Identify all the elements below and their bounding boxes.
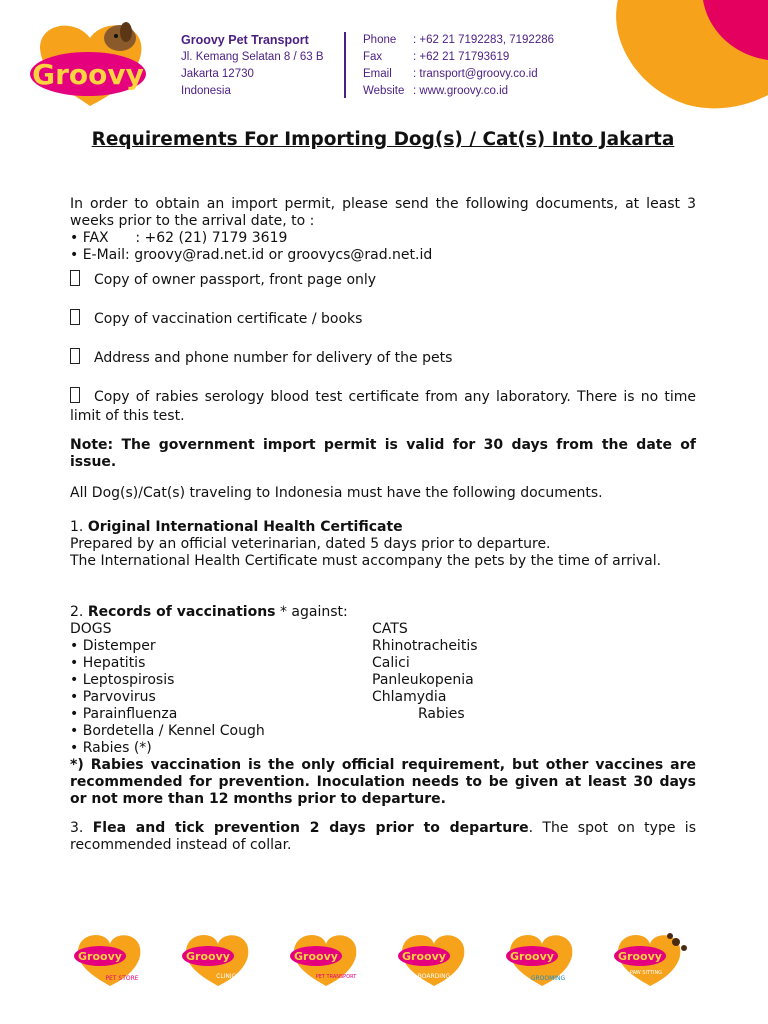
footer-logos: [70, 920, 690, 990]
section-heading: Original International Health Certificate: [87, 519, 403, 535]
rabies-footnote: *) Rabies vaccination is the only official requirement, but other vaccines are recommended for prevention. Inoculation needs to be given at least 30 days or not more than 12 months prior to departure.: [70, 757, 696, 807]
list-item: • Parainfluenza: [70, 706, 178, 722]
footer-logo-boarding: [394, 922, 474, 988]
svg-text:CLINIC: CLINIC: [216, 973, 236, 980]
page-title: Requirements For Importing Dog(s) / Cat(s) Into Jakarta: [91, 129, 675, 150]
document-item: Copy of vaccination certificate / books: [70, 309, 696, 329]
list-item: Calici: [372, 655, 410, 671]
document-item: Address and phone number for delivery of the pets: [70, 348, 696, 368]
section-vaccinations: 2. Records of vaccinations * against: DOGS • Distemper • Hepatitis • Leptospirosis • Parvovirus • Parainfluenza • Bordetella / Kennel Cough • Rabies (*) CATS Rhinotracheitis Calici Panleukopenia Chlamydia Rabies *) Rabies vaccination is the only official requirement, but other vaccines are recommended for prevention. Inoculation needs to be given at least 30 days or not more than 12 months prior to departure.: [70, 604, 696, 807]
list-item: Panleukopenia: [372, 672, 474, 688]
section-heading: Records of vaccinations: [87, 604, 276, 620]
cats-header: CATS: [372, 621, 408, 637]
checkbox-icon: [70, 348, 80, 364]
checkbox-icon: [70, 309, 80, 325]
svg-text:PET TRANSPORT: PET TRANSPORT: [315, 974, 357, 980]
list-item: • Rabies (*): [70, 740, 152, 756]
svg-text:PAW SITTING: PAW SITTING: [629, 970, 663, 976]
svg-text:Groovy: Groovy: [78, 950, 122, 963]
address-line: Indonesia: [181, 85, 231, 97]
list-item: • Parvovirus: [70, 689, 156, 705]
document-item: Copy of rabies serology blood test certificate from any laboratory. There is no time limit of this test.: [70, 389, 696, 424]
svg-text:Groovy: Groovy: [402, 950, 446, 963]
list-item: • Distemper: [70, 638, 156, 654]
section-heading: Flea and tick prevention 2 days prior to departure: [92, 820, 529, 836]
contact-website: Website : www.groovy.co.id: [363, 85, 509, 97]
footer-logo-pet-store: [70, 922, 150, 988]
document-item: Copy of owner passport, front page only: [70, 270, 696, 290]
permit-note: Note: The government import permit is valid for 30 days from the date of issue.: [70, 437, 696, 470]
dogs-header: DOGS: [70, 621, 112, 637]
company-info: [181, 32, 324, 100]
svg-text:BOARDING: BOARDING: [417, 973, 451, 980]
list-item: Rabies: [418, 706, 465, 722]
all-pets-line: All Dog(s)/Cat(s) traveling to Indonesia must have the following documents.: [70, 485, 603, 501]
company-name: Groovy Pet Transport: [181, 33, 309, 47]
contact-fax: Fax : +62 21 71793619: [363, 51, 510, 63]
svg-text:Groovy: Groovy: [510, 950, 554, 963]
svg-text:Groovy: Groovy: [618, 950, 662, 963]
section-flea-tick: 3. Flea and tick prevention 2 days prior to departure. The spot on type is recommended instead of collar.: [70, 820, 696, 853]
address-line: Jakarta 12730: [181, 68, 254, 80]
checkbox-icon: [70, 387, 80, 403]
checkbox-icon: [70, 270, 80, 286]
cats-column: [372, 621, 478, 723]
list-item: • Bordetella / Kennel Cough: [70, 723, 265, 739]
contact-email: Email : transport@groovy.co.id: [363, 68, 538, 80]
svg-text:Groovy: Groovy: [294, 950, 338, 963]
fax-line: • FAX : +62 (21) 7179 3619: [70, 230, 288, 246]
contact-info: [363, 32, 554, 100]
footer-logo-clinic: [178, 922, 258, 988]
groovy-logo: [20, 8, 170, 108]
corner-decoration: [608, 0, 768, 115]
list-item: Chlamydia: [372, 689, 447, 705]
list-item: • Leptospirosis: [70, 672, 175, 688]
contact-phone: Phone : +62 21 7192283, 7192286: [363, 34, 555, 46]
address-line: Jl. Kemang Selatan 8 / 63 B: [181, 51, 324, 63]
intro-paragraph: In order to obtain an import permit, please send the following documents, at least 3 weeks prior to the arrival date, to : • FAX : +62 (21) 7179 3619 • E-Mail: groovy@rad.net.id or groovycs@rad.net.id: [70, 196, 696, 263]
list-item: Rhinotracheitis: [372, 638, 478, 654]
footer-logo-paw-sitting: [610, 922, 690, 988]
footer-logo-grooming: [502, 922, 582, 988]
email-line: • E-Mail: groovy@rad.net.id or groovycs@rad.net.id: [70, 247, 433, 263]
footer-logo-pet-transport: [286, 922, 366, 988]
svg-text:GROOMING: GROOMING: [530, 975, 566, 982]
svg-text:PET STORE: PET STORE: [105, 975, 139, 982]
svg-text:Groovy: Groovy: [186, 950, 230, 963]
svg-text:Groovy: Groovy: [32, 58, 144, 91]
header-divider: [344, 32, 346, 98]
list-item: • Hepatitis: [70, 655, 146, 671]
section-health-certificate: 1. Original International Health Certificate Prepared by an official veterinarian, dated 5 days prior to departure. The International Health Certificate must accompany the pets by the time of arrival.: [70, 519, 662, 569]
